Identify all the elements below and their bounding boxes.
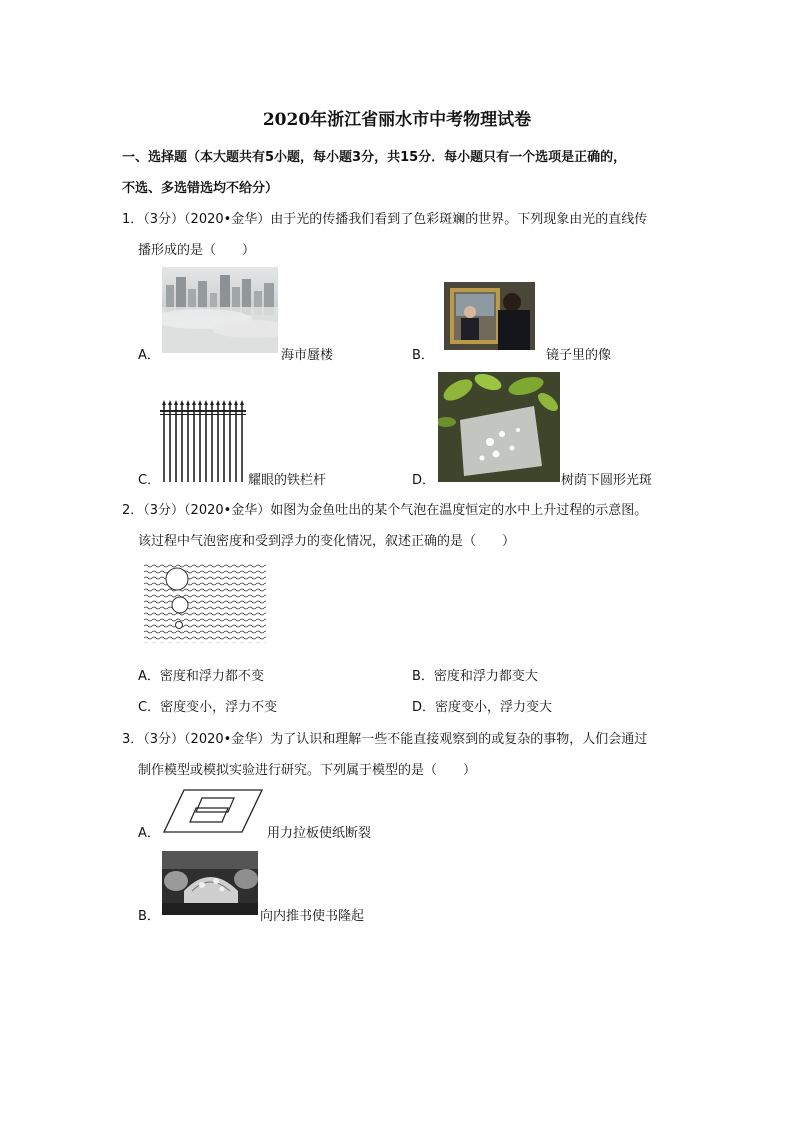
q2-option-c-letter: C． (138, 700, 161, 715)
q2-option-a-letter: A． (138, 669, 160, 684)
q1-option-b-text: 镜子里的像 (546, 348, 612, 363)
q2-option-c (138, 696, 277, 715)
light-spots-photo (438, 372, 560, 482)
iron-fence (160, 400, 246, 482)
q2-option-d-text: 密度变小，浮力变大 (435, 700, 553, 715)
q2-option-d (412, 696, 552, 715)
q1-option-c-letter: C． (138, 473, 161, 488)
section-header-line2: 不选、多选错选均不给分） (122, 181, 279, 196)
q1-option-a-letter: A． (138, 348, 160, 363)
mirror-photo (444, 282, 535, 350)
question-3-stem-line2: 制作模型或模拟实验进行研究。下列属于模型的是（ ） (138, 763, 477, 778)
question-3-stem-line1: 3．（3分）（2020•金华）为了认识和理解一些不能直接观察到的或复杂的事物，人们会通过 (122, 732, 648, 747)
q1-option-d-letter: D． (412, 473, 436, 488)
q1-option-d-text: 树荫下圆形光斑 (561, 473, 653, 488)
q1-option-a-text: 海市蜃楼 (281, 348, 334, 363)
q3-option-b-letter: B． (138, 909, 160, 924)
paper-board-diagram (162, 788, 264, 834)
q2-option-b (412, 665, 538, 684)
question-1-stem-line1: 1．（3分）（2020•金华）由于光的传播我们看到了色彩斑斓的世界。下列现象由光的直线传 (122, 212, 648, 227)
q3-option-a-letter: A． (138, 826, 160, 841)
q2-option-b-text: 密度和浮力都变大 (433, 669, 538, 684)
q2-option-d-letter: D． (412, 700, 436, 715)
q1-option-c-text: 耀眼的铁栏杆 (248, 473, 327, 488)
question-1-stem-line2: 播形成的是（ ） (138, 243, 256, 258)
q3-option-a-text: 用力拉板使纸断裂 (267, 826, 372, 841)
q2-option-b-letter: B． (412, 669, 434, 684)
books-photo (162, 851, 258, 915)
section-header-line1: 一、选择题（本大题共有5小题，每小题3分，共15分．每小题只有一个选项是正确的， (122, 150, 627, 165)
bubble-diagram (144, 563, 266, 643)
q3-option-b-text: 向内推书使书隆起 (260, 909, 365, 924)
q2-option-a-text: 密度和浮力都不变 (159, 669, 264, 684)
page-title: 2020年浙江省丽水市中考物理试卷 (262, 110, 532, 130)
question-2-stem-line2: 该过程中气泡密度和受到浮力的变化情况，叙述正确的是（ ） (138, 534, 516, 549)
question-2-stem-line1: 2．（3分）（2020•金华）如图为金鱼吐出的某个气泡在温度恒定的水中上升过程的示意图。 (122, 503, 648, 518)
mirage-photo (162, 267, 278, 353)
q1-option-b-letter: B． (412, 348, 434, 363)
q2-option-a (138, 665, 264, 684)
q2-option-c-text: 密度变小，浮力不变 (160, 700, 278, 715)
